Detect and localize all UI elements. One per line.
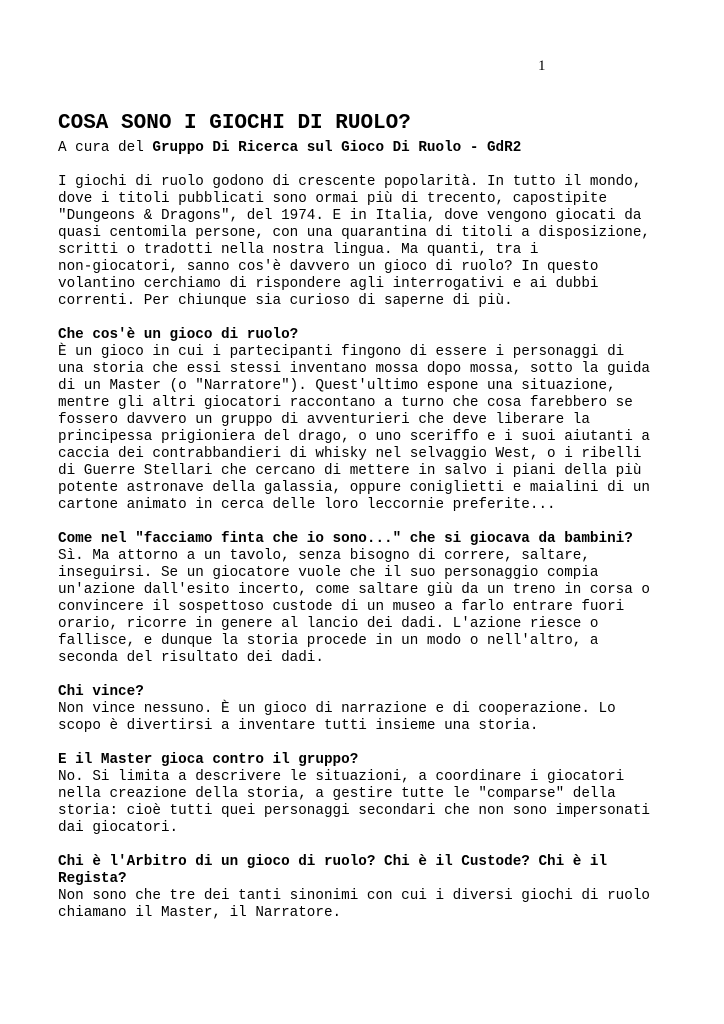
answer-line: potente astronave della galassia, oppure coniglietti e maialini di un <box>58 480 650 496</box>
answer-line: convincere il sospettoso custode di un museo a farlo entrare fuori <box>58 599 625 615</box>
intro-paragraph <box>58 174 682 310</box>
answer-line: fossero davvero un gruppo di avventurieri che deve liberare la <box>58 412 590 428</box>
question-line: Chi è l'Arbitro di un gioco di ruolo? Chi è il Custode? Chi è il <box>58 854 608 870</box>
answer-line: orario, ricorre in genere al lancio dei dadi. L'azione riesce o <box>58 616 599 632</box>
answer-line: caccia dei contrabbandieri di whisky nel selvaggio West, o i ribelli <box>58 446 642 462</box>
answer-line: storia: cioè tutti quei personaggi secondari che non sono impersonati <box>58 803 650 819</box>
intro-line: "Dungeons & Dragons", del 1974. E in Italia, dove vengono giocati da <box>58 208 642 224</box>
answer-line: fallisce, e dunque la storia procede in un modo o nell'altro, a <box>58 633 599 649</box>
qa-section <box>58 327 682 514</box>
section-answer <box>58 344 682 514</box>
intro-line: non-giocatori, sanno cos'è davvero un gioco di ruolo? In questo <box>58 259 599 275</box>
qa-section <box>58 854 682 922</box>
question-line: Come nel "facciamo finta che io sono..." che si giocava da bambini? <box>58 531 633 547</box>
subtitle-prefix: A cura del <box>58 140 153 156</box>
answer-line: di un Master (o "Narratore"). Quest'ultimo espone una situazione, <box>58 378 616 394</box>
answer-line: scopo è divertirsi a inventare tutti insieme una storia. <box>58 718 539 734</box>
answer-line: No. Si limita a descrivere le situazioni, a coordinare i giocatori <box>58 769 625 785</box>
document-subtitle <box>58 140 682 157</box>
section-answer <box>58 701 682 735</box>
answer-line: mentre gli altri giocatori raccontano a turno che cosa farebbero se <box>58 395 633 411</box>
intro-line: scritti o tradotti nella nostra lingua. Ma quanti, tra i <box>58 242 539 258</box>
section-question <box>58 854 682 888</box>
answer-line: cartone animato in cerca delle loro leccornie preferite... <box>58 497 556 513</box>
document-body <box>58 112 682 939</box>
section-answer <box>58 548 682 667</box>
intro-line: quasi centomila persone, con una quarantina di titoli a disposizione, <box>58 225 650 241</box>
answer-line: principessa prigioniera del drago, o uno sceriffo e i suoi aiutanti a <box>58 429 650 445</box>
answer-line: una storia che essi stessi inventano mossa dopo mossa, sotto la guida <box>58 361 650 377</box>
section-answer <box>58 888 682 922</box>
section-answer <box>58 769 682 837</box>
answer-line: È un gioco in cui i partecipanti fingono di essere i personaggi di <box>58 344 625 360</box>
section-question <box>58 327 682 344</box>
subtitle-author: Gruppo Di Ricerca sul Gioco Di Ruolo - GdR2 <box>152 140 522 156</box>
question-line: Chi vince? <box>58 684 144 700</box>
qa-section <box>58 684 682 735</box>
qa-section <box>58 531 682 667</box>
answer-line: Sì. Ma attorno a un tavolo, senza bisogno di correre, saltare, <box>58 548 590 564</box>
answer-line: Non sono che tre dei tanti sinonimi con cui i diversi giochi di ruolo <box>58 888 650 904</box>
answer-line: inseguirsi. Se un giocatore vuole che il suo personaggio compia <box>58 565 599 581</box>
section-question <box>58 684 682 701</box>
answer-line: di Guerre Stellari che cercano di mettere in salvo i piani della più <box>58 463 642 479</box>
section-question <box>58 752 682 769</box>
intro-line: volantino cerchiamo di rispondere agli interrogativi e ai dubbi <box>58 276 599 292</box>
answer-line: chiamano il Master, il Narratore. <box>58 905 342 921</box>
intro-line: correnti. Per chiunque sia curioso di saperne di più. <box>58 293 513 309</box>
qa-sections <box>58 327 682 922</box>
answer-line: Non vince nessuno. È un gioco di narrazione e di cooperazione. Lo <box>58 701 616 717</box>
intro-line: dove i titoli pubblicati sono ormai più di trecento, capostipite <box>58 191 608 207</box>
answer-line: nella creazione della storia, a gestire tutte le "comparse" della <box>58 786 616 802</box>
question-line: Che cos'è un gioco di ruolo? <box>58 327 299 343</box>
answer-line: seconda del risultato dei dadi. <box>58 650 324 666</box>
question-line: Regista? <box>58 871 127 887</box>
question-line: E il Master gioca contro il gruppo? <box>58 752 359 768</box>
answer-line: dai giocatori. <box>58 820 179 836</box>
qa-section <box>58 752 682 837</box>
intro-line: I giochi di ruolo godono di crescente popolarità. In tutto il mondo, <box>58 174 642 190</box>
section-question <box>58 531 682 548</box>
answer-line: un'azione dall'esito incerto, come saltare giù da un treno in corsa o <box>58 582 650 598</box>
page-number: 1 <box>538 58 546 74</box>
document-title: COSA SONO I GIOCHI DI RUOLO? <box>58 112 411 135</box>
